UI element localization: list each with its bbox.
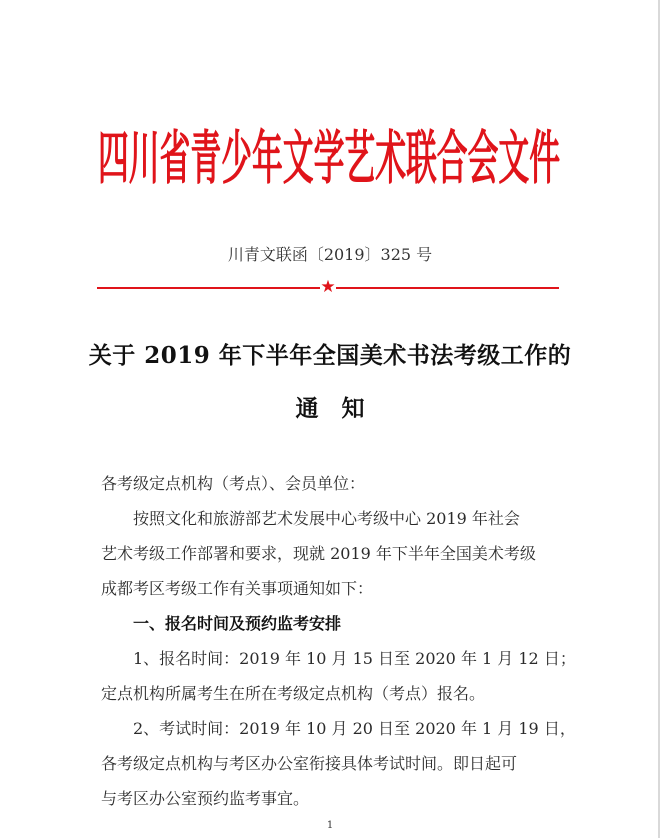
notice-title: 关于 2019 年下半年全国美术书法考级工作的 xyxy=(88,342,572,369)
salutation: 各考级定点机构（考点）、会员单位： xyxy=(101,474,366,493)
item-line: 各考级定点机构与考区办公室衔接具体考试时间。即日起可 xyxy=(101,754,518,773)
intro-line: 艺术考级工作部署和要求，现就 2019 年下半年全国美术考级 xyxy=(101,544,536,563)
item-line: 定点机构所属考生在所在考级定点机构（考点）报名。 xyxy=(101,684,486,703)
document-number: 川青文联函〔2019〕325 号 xyxy=(227,245,433,264)
page-number: 1 xyxy=(326,820,334,831)
intro-line: 成都考区考级工作有关事项通知如下： xyxy=(101,579,374,598)
item-line: 与考区办公室预约监考事宜。 xyxy=(101,789,310,808)
item-1-paragraph xyxy=(101,641,576,711)
intro-line: 按照文化和旅游部艺术发展中心考级中心 2019 年社会 xyxy=(133,509,520,528)
document-body xyxy=(101,466,576,816)
org-title: 四川省青少年文学艺术联合会文件 xyxy=(98,124,560,192)
star-icon: ★ xyxy=(320,277,336,297)
document-header-title xyxy=(96,116,562,196)
notice-title-suffix: 通 知 xyxy=(295,395,365,422)
item-line: 1、报名时间：2019 年 10 月 15 日至 2020 年 1 月 12 日； xyxy=(133,649,576,668)
header-title-svg xyxy=(96,116,562,196)
item-2-paragraph xyxy=(101,711,576,816)
divider-line-left xyxy=(97,287,320,289)
section-heading: 一、报名时间及预约监考安排 xyxy=(133,614,342,633)
intro-paragraph xyxy=(101,501,561,606)
item-line: 2、考试时间：2019 年 10 月 20 日至 2020 年 1 月 19 日， xyxy=(133,719,576,738)
red-divider xyxy=(97,277,559,297)
divider-line-right xyxy=(336,287,559,289)
